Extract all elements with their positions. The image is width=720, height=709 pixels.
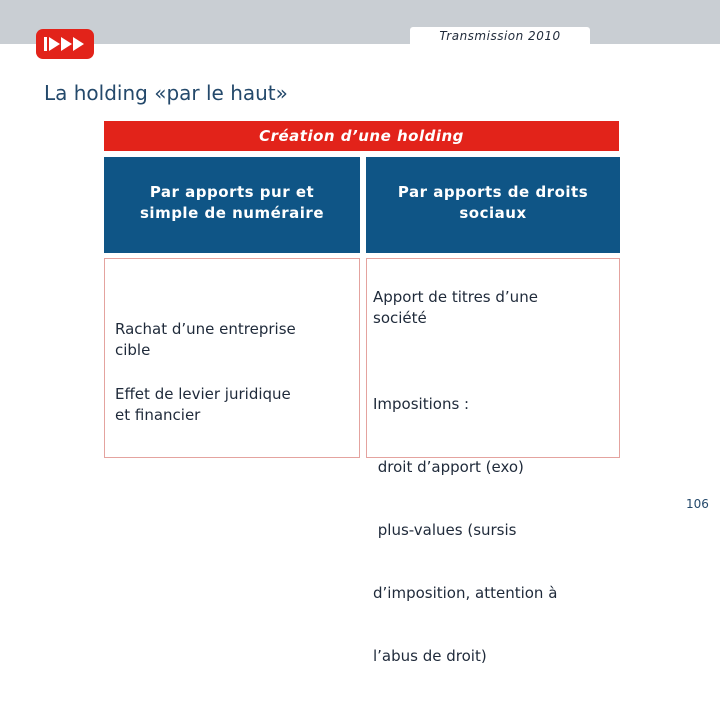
body-line: Effet de levier juridique — [115, 385, 291, 403]
body-line: plus-values (sursis — [373, 521, 517, 539]
banner-heading: Création d’une holding — [104, 121, 619, 151]
body-line: Apport de titres d’une — [373, 288, 538, 306]
column-heading-shares — [366, 157, 620, 253]
body-line: société — [373, 309, 427, 327]
page-number: 106 — [686, 497, 709, 511]
top-bar — [0, 0, 720, 44]
body-item-leverage — [115, 384, 291, 426]
body-line: droit d’apport (exo) — [373, 458, 524, 476]
heading-line: Par apports pur et — [149, 183, 315, 201]
heading-line: Par apports de droits — [397, 183, 589, 201]
column-body-cash — [104, 258, 360, 458]
fast-forward-logo-icon — [36, 29, 94, 59]
slide-title: La holding «par le haut» — [44, 81, 288, 105]
body-line: l’abus de droit) — [373, 647, 487, 665]
body-line: Impositions : — [373, 395, 470, 413]
body-item-buyout — [115, 319, 296, 361]
heading-line: simple de numéraire — [140, 204, 324, 222]
body-line: et financier — [115, 406, 201, 424]
body-line: d’imposition, attention à — [373, 584, 558, 602]
body-item-contribution — [373, 287, 538, 329]
heading-line: sociaux — [459, 204, 527, 222]
body-line: cible — [115, 341, 151, 359]
presentation-tab: Transmission 2010 — [410, 27, 590, 46]
column-heading-cash — [104, 157, 360, 253]
body-item-taxes — [373, 352, 557, 709]
body-line: Rachat d’une entreprise — [115, 320, 296, 338]
column-body-shares — [366, 258, 620, 665]
